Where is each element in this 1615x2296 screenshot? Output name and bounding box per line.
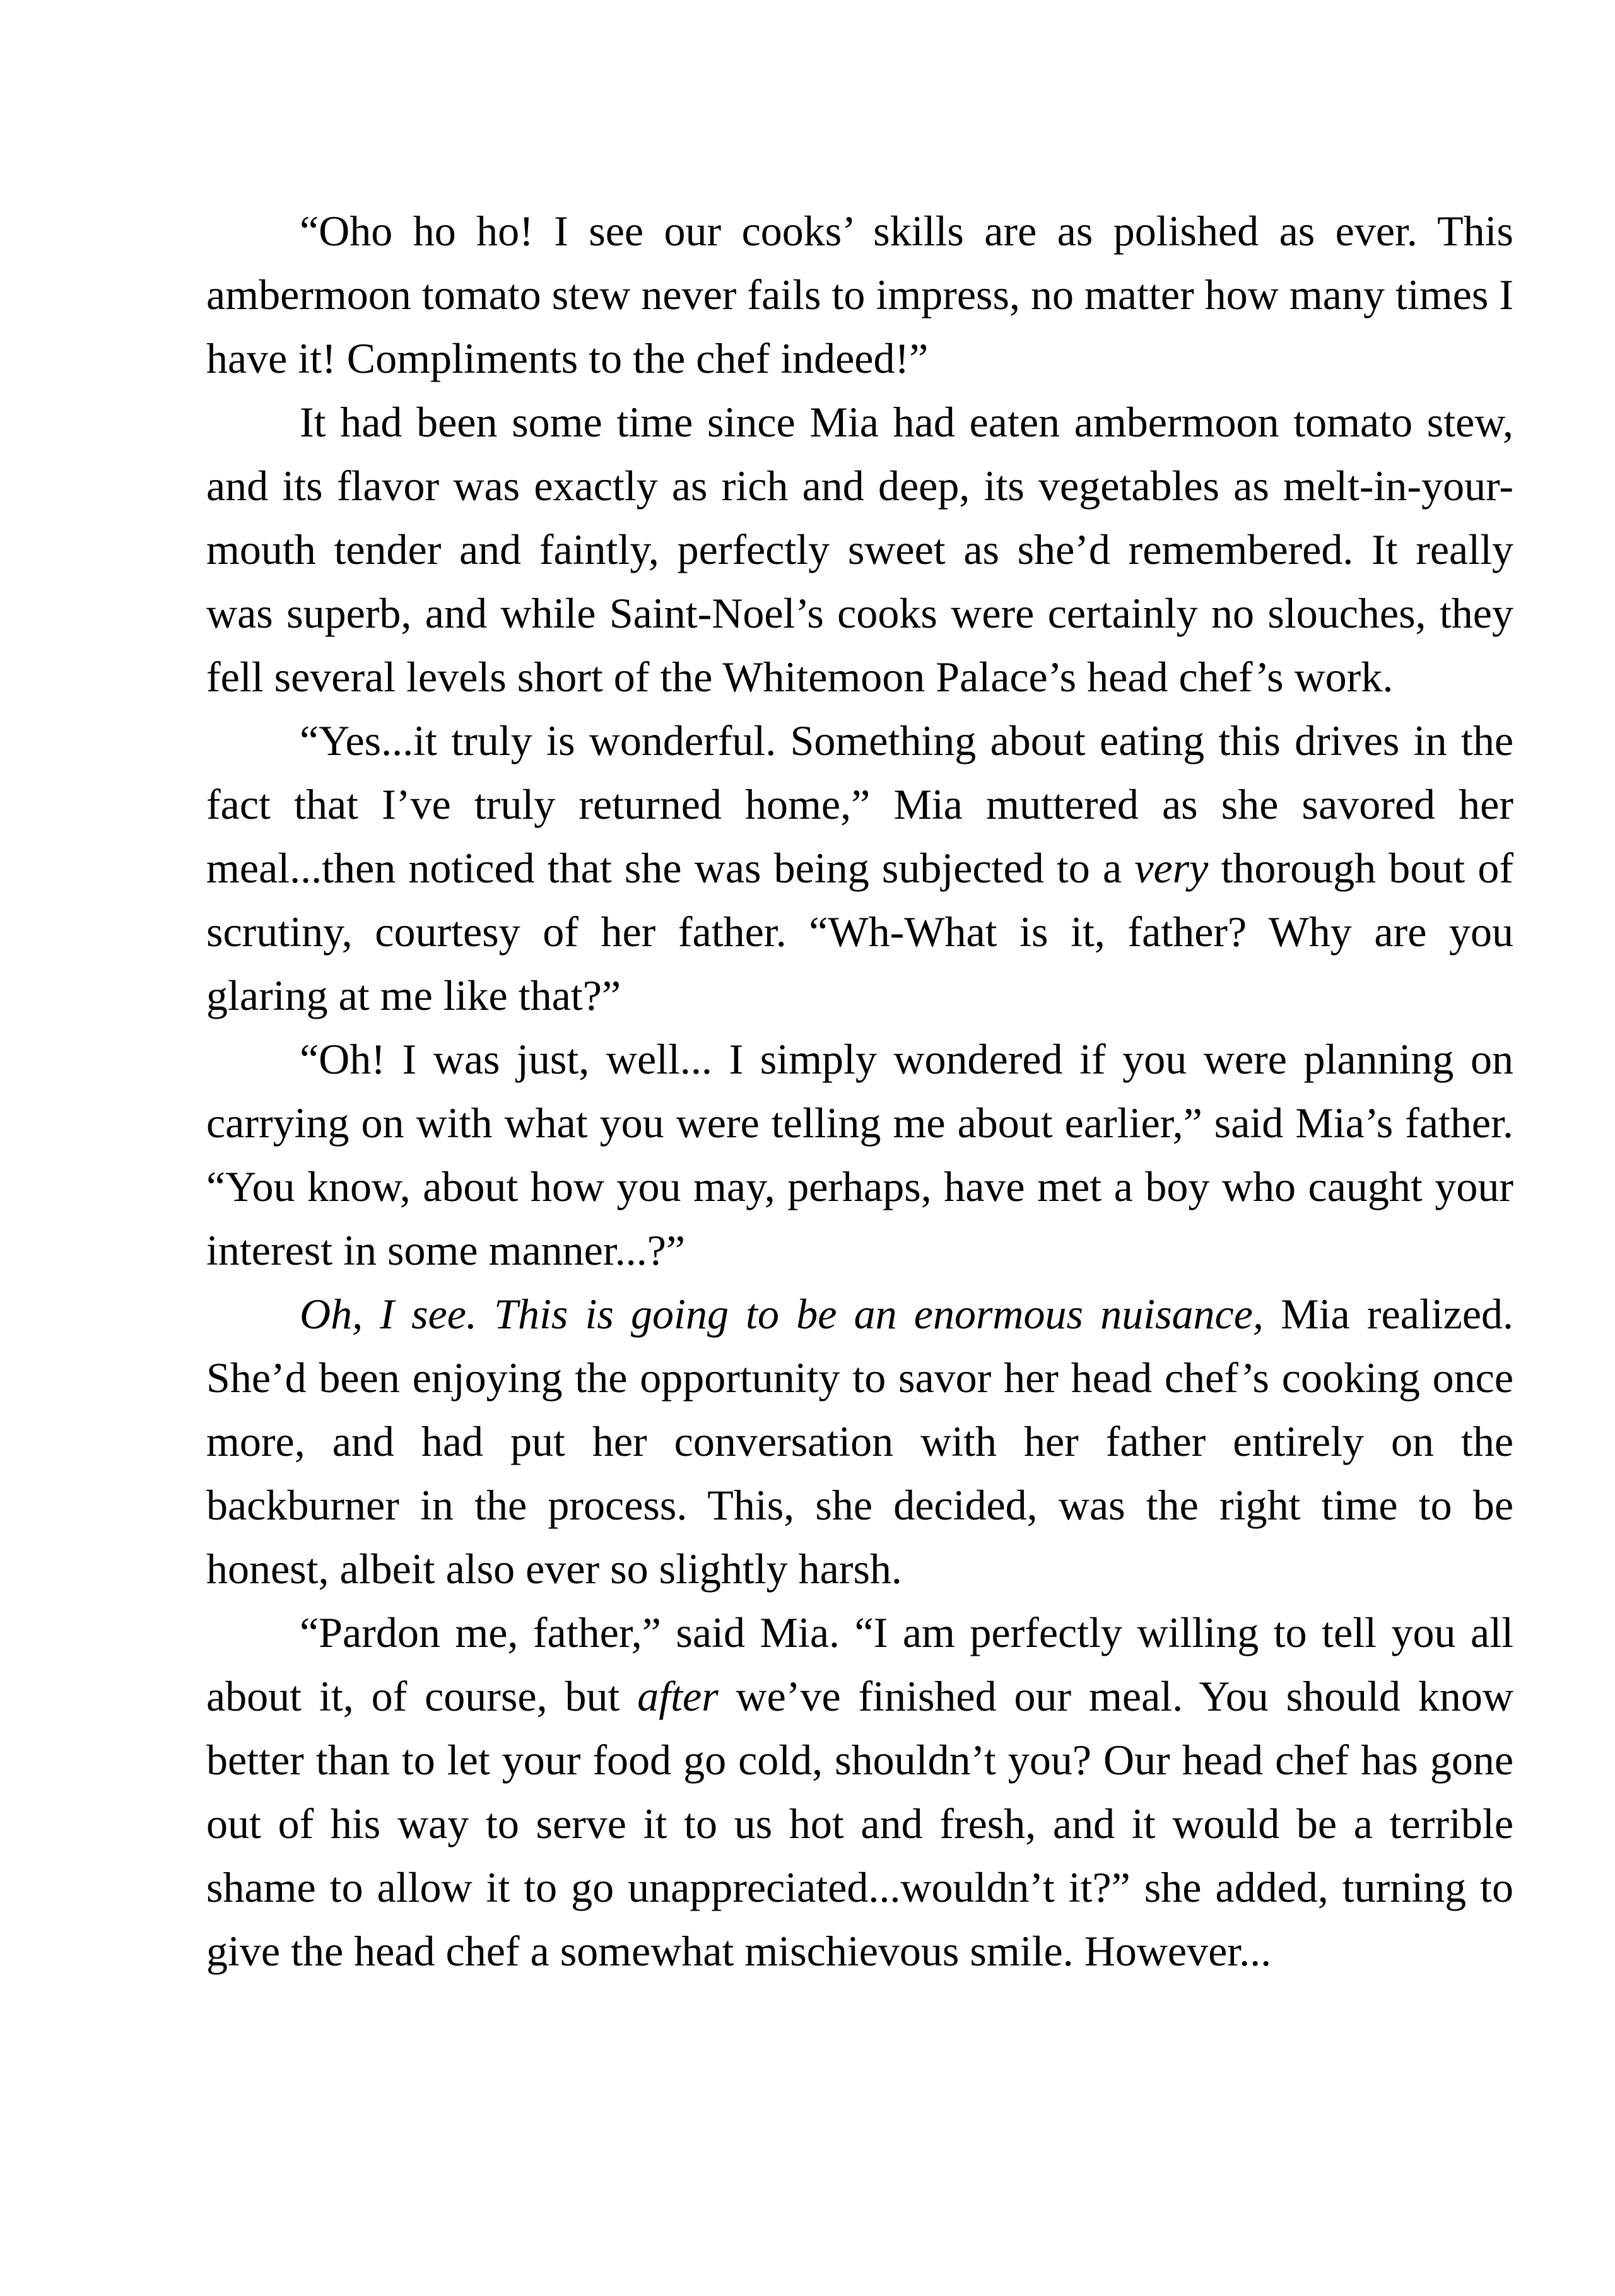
body-text: Mia realized. She’d been enjoying the opportunity to savor her head chef’s cooking once more, and had put her conversation with her father entirely on the backburner in the process. This, she decided, was the right time to be honest, albeit also ever so slightly harsh.: [206, 1290, 1513, 1593]
paragraph-6: [206, 1601, 1513, 1983]
body-text: “Pardon me, father,” said Mia. “I am perfectly willing to tell you all about it, of course, but: [206, 1608, 1513, 1720]
paragraph-2: [206, 390, 1513, 709]
italic-text: after: [637, 1672, 719, 1720]
italic-text: very: [1134, 844, 1209, 892]
paragraph-3: [206, 709, 1513, 1028]
paragraph-5: [206, 1282, 1513, 1601]
italic-text: Oh, I see. This is going to be an enormous nuisance,: [300, 1290, 1264, 1338]
paragraph-4: [206, 1028, 1513, 1282]
body-text: “Oho ho ho! I see our cooks’ skills are as polished as ever. This ambermoon tomato stew never fails to impress, no matter how many times I have it! Compliments to the chef indeed!”: [206, 207, 1513, 382]
body-text: “Oh! I was just, well... I simply wondered if you were planning on carrying on with what you were telling me about earlier,” said Mia’s father. “You know, about how you may, perhaps, have met a boy who caught your interest in some manner...?”: [206, 1035, 1513, 1274]
paragraph-1: [206, 199, 1513, 390]
body-text: thorough bout of scrutiny, courtesy of her father. “Wh-What is it, father? Why are you glaring at me like that?”: [206, 844, 1513, 1019]
text-block: [206, 199, 1513, 1983]
body-text: we’ve finished our meal. You should know better than to let your food go cold, shouldn’t you? Our head chef has gone out of his way to serve it to us hot and fresh, and it would be a terrible shame to allow it to go unappreciated...wouldn’t it?” she added, turning to give the head chef a somewhat mischievous smile. However...: [206, 1672, 1513, 1975]
body-text: It had been some time since Mia had eaten ambermoon tomato stew, and its flavor was exactly as rich and deep, its vegetables as melt-in-your-mouth tender and faintly, perfectly sweet as she’d remembered. It really was superb, and while Saint-Noel’s cooks were certainly no slouches, they fell several levels short of the Whitemoon Palace’s head chef’s work.: [206, 398, 1513, 701]
body-text: “Yes...it truly is wonderful. Something about eating this drives in the fact that I’ve truly returned home,” Mia muttered as she savored her meal...then noticed that she was being subjected to a: [206, 717, 1513, 892]
